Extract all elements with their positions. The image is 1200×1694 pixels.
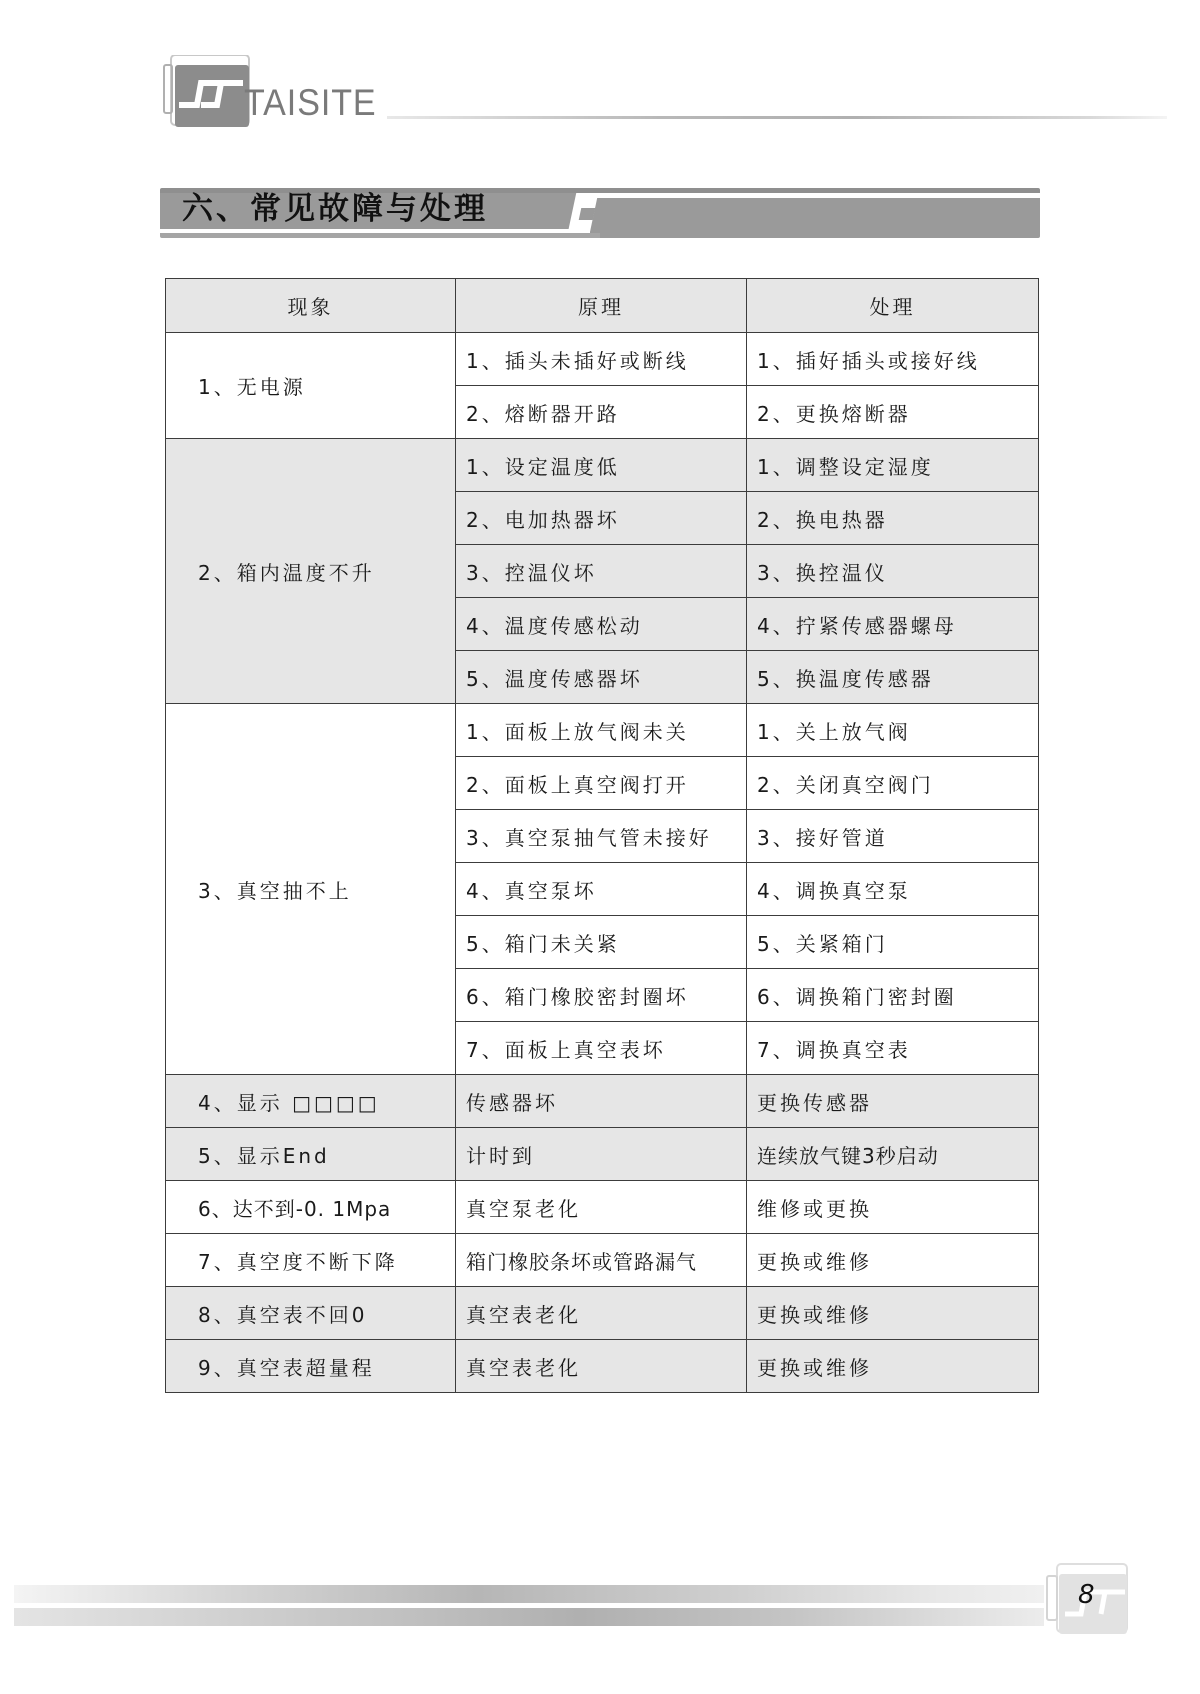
cause-cell: 箱门橡胶条坏或管路漏气 [456, 1234, 747, 1287]
solution-cell: 2、更换熔断器 [747, 386, 1039, 439]
table-row [166, 333, 1039, 386]
symptom-cell: 2、箱内温度不升 [166, 439, 456, 704]
taisite-logo-icon [163, 55, 253, 127]
cause-cell: 传感器坏 [456, 1075, 747, 1128]
solution-cell: 2、换电热器 [747, 492, 1039, 545]
page-number: 8 [1078, 1580, 1095, 1610]
footer-bar-bottom [14, 1608, 1044, 1626]
section-title-banner [160, 188, 1040, 238]
solution-cell: 1、关上放气阀 [747, 704, 1039, 757]
solution-cell: 更换传感器 [747, 1075, 1039, 1128]
solution-cell: 5、换温度传感器 [747, 651, 1039, 704]
symptom-cell: 5、显示End [166, 1128, 456, 1181]
table-row [166, 1287, 1039, 1340]
symptom-cell: 3、真空抽不上 [166, 704, 456, 1075]
table-row [166, 1181, 1039, 1234]
brand-name: TAISITE [244, 82, 377, 123]
cause-cell: 4、真空泵坏 [456, 863, 747, 916]
solution-cell: 1、调整设定湿度 [747, 439, 1039, 492]
symptom-cell: 7、真空度不断下降 [166, 1234, 456, 1287]
symptom-cell: 9、真空表超量程 [166, 1340, 456, 1393]
banner-right-panel [590, 198, 1040, 238]
banner-square-icon [579, 208, 596, 220]
table-row [166, 1075, 1039, 1128]
cause-cell: 6、箱门橡胶密封圈坏 [456, 969, 747, 1022]
solution-cell: 更换或维修 [747, 1234, 1039, 1287]
solution-cell: 7、调换真空表 [747, 1022, 1039, 1075]
cause-cell: 计时到 [456, 1128, 747, 1181]
table-row [166, 704, 1039, 757]
banner-lower-strip [160, 233, 600, 238]
solution-cell: 4、调换真空泵 [747, 863, 1039, 916]
symptom-cell: 8、真空表不回0 [166, 1287, 456, 1340]
cause-cell: 5、温度传感器坏 [456, 651, 747, 704]
solution-cell: 6、调换箱门密封圈 [747, 969, 1039, 1022]
footer-bar-top [14, 1585, 1044, 1603]
table-row [166, 439, 1039, 492]
symptom-cell: 6、达不到-0. 1Mpa [166, 1181, 456, 1234]
table-row [166, 1128, 1039, 1181]
cause-cell: 真空泵老化 [456, 1181, 747, 1234]
cause-cell: 5、箱门未关紧 [456, 916, 747, 969]
cause-cell: 2、电加热器坏 [456, 492, 747, 545]
cause-cell: 3、控温仪坏 [456, 545, 747, 598]
cause-cell: 真空表老化 [456, 1287, 747, 1340]
cause-cell: 真空表老化 [456, 1340, 747, 1393]
cause-cell: 1、插头未插好或断线 [456, 333, 747, 386]
table-header-row [166, 279, 1039, 333]
solution-cell: 连续放气键3秒启动 [747, 1128, 1039, 1181]
cause-cell: 4、温度传感松动 [456, 598, 747, 651]
table-row [166, 1340, 1039, 1393]
cause-cell: 2、熔断器开路 [456, 386, 747, 439]
solution-cell: 更换或维修 [747, 1340, 1039, 1393]
cause-cell: 2、面板上真空阀打开 [456, 757, 747, 810]
column-header-cause: 原理 [456, 279, 747, 333]
cause-cell: 1、设定温度低 [456, 439, 747, 492]
symptom-cell: 1、无电源 [166, 333, 456, 439]
solution-cell: 2、关闭真空阀门 [747, 757, 1039, 810]
column-header-symptom: 现象 [166, 279, 456, 333]
troubleshooting-table [165, 278, 1039, 1393]
cause-cell: 1、面板上放气阀未关 [456, 704, 747, 757]
section-title: 六、常见故障与处理 [182, 191, 488, 227]
cause-cell: 3、真空泵抽气管未接好 [456, 810, 747, 863]
column-header-solution: 处理 [747, 279, 1039, 333]
cause-cell: 7、面板上真空表坏 [456, 1022, 747, 1075]
table-row [166, 1234, 1039, 1287]
symptom-cell: 4、显示 □□□□ [166, 1075, 456, 1128]
header-divider [387, 116, 1167, 119]
solution-cell: 4、拧紧传感器螺母 [747, 598, 1039, 651]
solution-cell: 1、插好插头或接好线 [747, 333, 1039, 386]
solution-cell: 维修或更换 [747, 1181, 1039, 1234]
solution-cell: 5、关紧箱门 [747, 916, 1039, 969]
solution-cell: 3、换控温仪 [747, 545, 1039, 598]
solution-cell: 更换或维修 [747, 1287, 1039, 1340]
solution-cell: 3、接好管道 [747, 810, 1039, 863]
